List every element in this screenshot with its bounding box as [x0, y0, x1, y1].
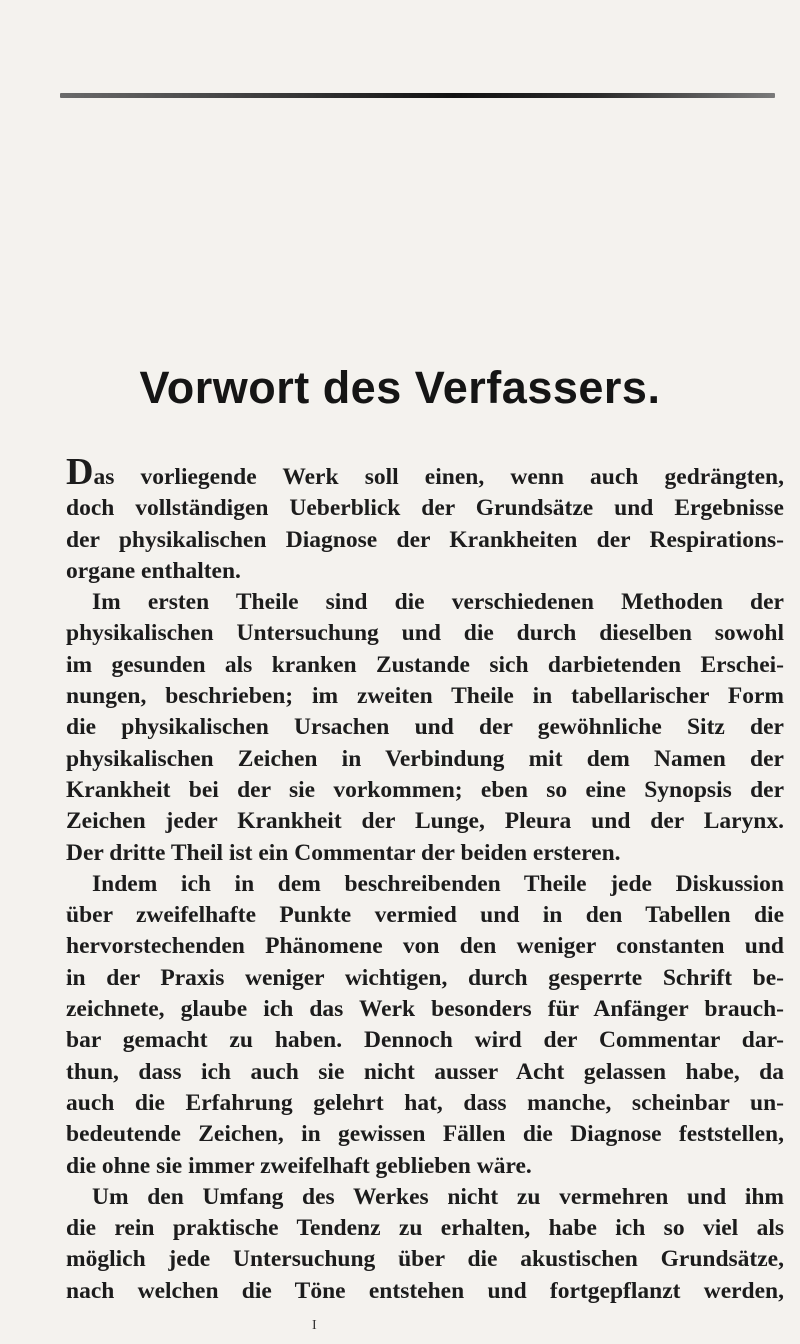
line-text: möglich jede Untersuchung über die akustischen Grundsätze, — [66, 1246, 784, 1273]
line-text: nungen, beschrieben; im zweiten Theile in tabellarischer Form — [66, 683, 784, 710]
preface-body — [66, 451, 784, 1307]
signature-mark: I — [312, 1318, 317, 1333]
page-title: Vorwort des Verfassers. — [139, 362, 661, 413]
text-line — [66, 587, 784, 618]
line-text: die physikalischen Ursachen und der gewöhnliche Sitz der — [66, 714, 784, 741]
text-line — [66, 1088, 784, 1119]
line-text: Um den Umfang des Werkes nicht zu vermehren und ihm — [92, 1183, 784, 1210]
text-line — [66, 556, 784, 587]
line-text: organe enthalten. — [66, 557, 241, 584]
line-text: nach welchen die Töne entstehen und fortgepflanzt werden, — [66, 1277, 784, 1304]
line-text: über zweifelhafte Punkte vermied und in den Tabellen die — [66, 902, 784, 929]
text-line — [66, 493, 784, 524]
text-line — [66, 1276, 784, 1307]
text-line — [66, 1057, 784, 1088]
text-line — [66, 994, 784, 1025]
line-text: die rein praktische Tendenz zu erhalten, habe ich so viel als — [66, 1215, 784, 1242]
line-text: zeichnete, glaube ich das Werk besonders für Anfänger brauch- — [66, 996, 784, 1023]
text-line — [66, 712, 784, 743]
text-line — [66, 869, 784, 900]
line-text: bar gemacht zu haben. Dennoch wird der Commentar dar- — [66, 1027, 784, 1054]
text-line — [66, 838, 784, 869]
line-text: Indem ich in dem beschreibenden Theile jede Diskussion — [92, 870, 784, 897]
line-text: die ohne sie immer zweifelhaft geblieben wäre. — [66, 1152, 532, 1179]
text-line — [66, 1182, 784, 1213]
line-text: Krankheit bei der sie vorkommen; eben so eine Synopsis der — [66, 776, 784, 803]
text-line — [66, 775, 784, 806]
line-text: in der Praxis weniger wichtigen, durch gesperrte Schrift be- — [66, 964, 784, 991]
line-text: im gesunden als kranken Zustande sich darbietenden Erschei- — [66, 651, 784, 678]
line-text: thun, dass ich auch sie nicht ausser Acht gelassen habe, da — [66, 1058, 784, 1085]
line-text: Im ersten Theile sind die verschiedenen Methoden der — [92, 589, 784, 616]
line-text: Zeichen jeder Krankheit der Lunge, Pleura und der Larynx. — [66, 808, 784, 835]
text-line — [66, 681, 784, 712]
line-text: physikalischen Untersuchung und die durch dieselben sowohl — [66, 620, 784, 647]
line-text: doch vollständigen Ueberblick der Grundsätze und Ergebnisse — [66, 495, 784, 522]
text-line — [66, 931, 784, 962]
text-line — [66, 525, 784, 556]
line-text: Der dritte Theil ist ein Commentar der beiden ersteren. — [66, 839, 621, 866]
text-line — [66, 806, 784, 837]
text-line — [66, 650, 784, 681]
text-line — [66, 1119, 784, 1150]
text-line — [66, 451, 784, 493]
text-line — [66, 618, 784, 649]
top-rule — [60, 93, 775, 98]
line-text: der physikalischen Diagnose der Krankheiten der Respirations- — [66, 526, 784, 553]
text-line — [66, 1213, 784, 1244]
text-line — [66, 900, 784, 931]
text-line — [66, 963, 784, 994]
text-line — [66, 744, 784, 775]
line-text: auch die Erfahrung gelehrt hat, dass manche, scheinbar un- — [66, 1089, 784, 1116]
text-line — [66, 1025, 784, 1056]
text-line — [66, 1244, 784, 1275]
line-text: hervorstechenden Phänomene von den weniger constanten und — [66, 933, 784, 960]
line-text: as vorliegende Werk soll einen, wenn auch gedrängten, — [93, 464, 784, 490]
text-line — [66, 1151, 784, 1182]
line-text: physikalischen Zeichen in Verbindung mit dem Namen der — [66, 745, 784, 772]
line-text: bedeutende Zeichen, in gewissen Fällen die Diagnose feststellen, — [66, 1121, 784, 1148]
drop-cap: D — [66, 451, 94, 493]
